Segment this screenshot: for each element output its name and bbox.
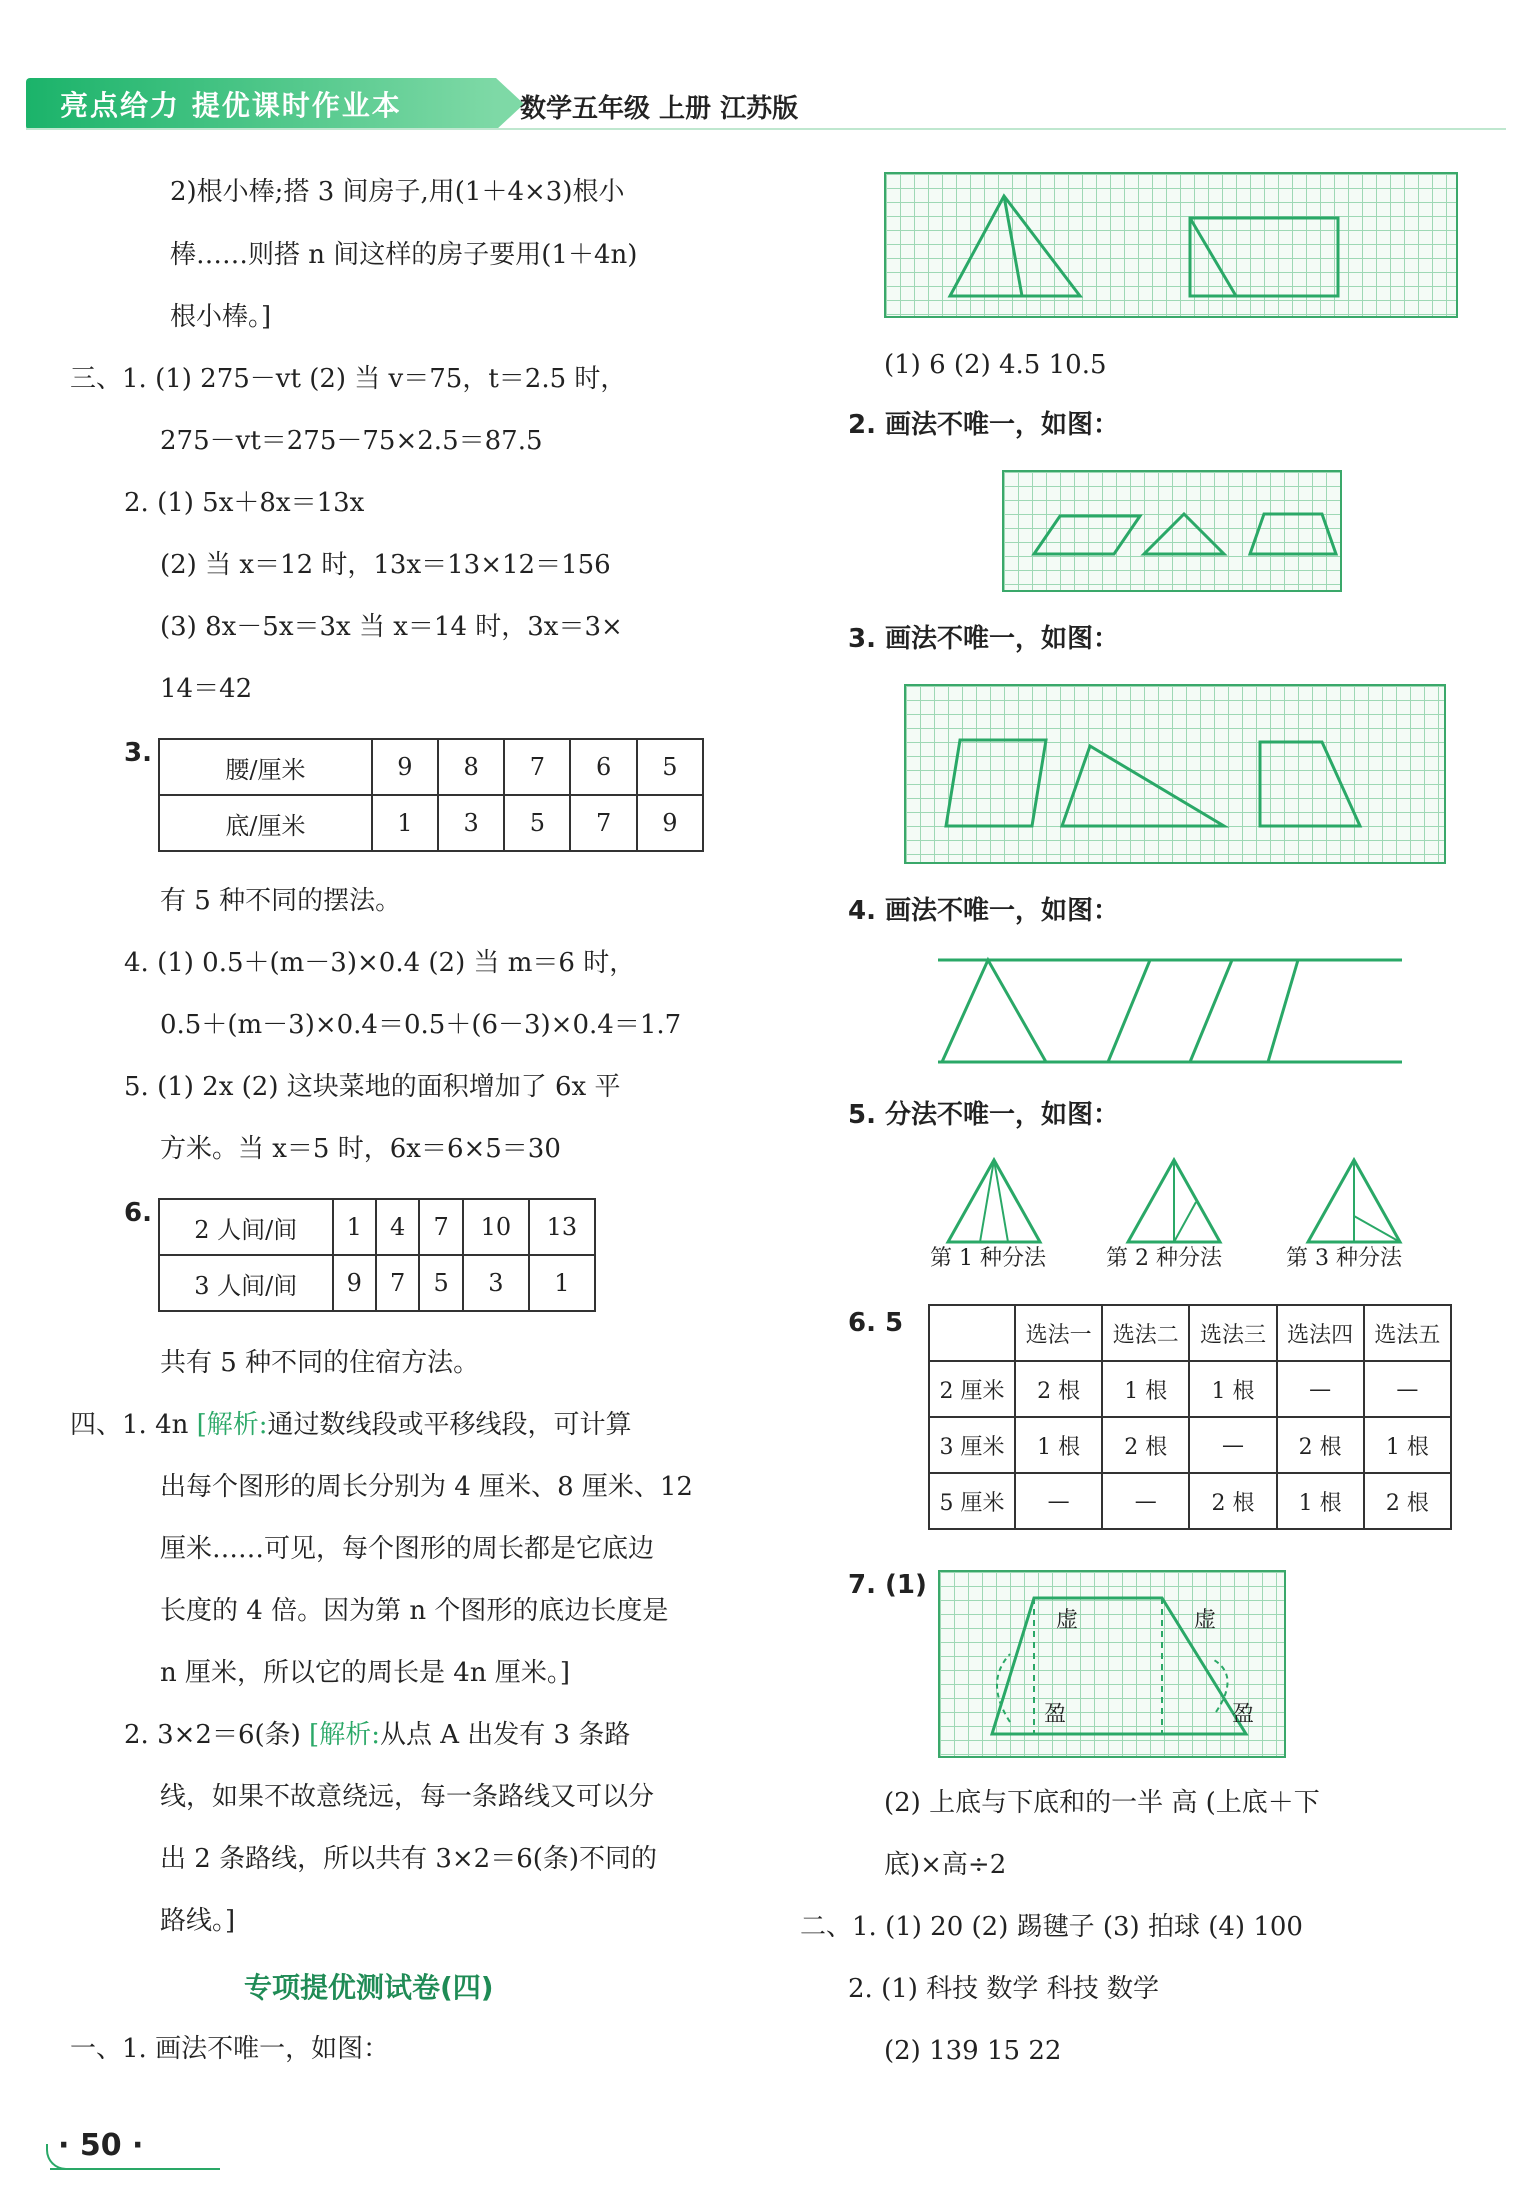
table-cell: 2 根 <box>1364 1473 1451 1529</box>
parallel-lines-svg <box>938 954 1402 1068</box>
figure-grid-q7 <box>938 1570 1286 1758</box>
s3-q6-number: 6. <box>124 1198 152 1228</box>
triangle-shape <box>1144 514 1224 554</box>
s4-q2-line-c: 线，如果不故意绕远，每一条路线又可以分 <box>160 1782 655 1812</box>
division-line <box>1174 1202 1196 1242</box>
table-cell: 2 厘米 <box>929 1361 1015 1417</box>
table-cell: 1 根 <box>1189 1361 1276 1417</box>
table-header-cell: 选法一 <box>1015 1305 1102 1361</box>
r-s2-q2-line-b: (2) 139 15 22 <box>884 2036 1062 2066</box>
table-cell: 5 <box>419 1255 462 1311</box>
table-cell: 3 人间/间 <box>159 1255 333 1311</box>
page-number-rule <box>50 2168 220 2170</box>
rectangle-divider <box>1190 218 1236 296</box>
s3-q3-note: 有 5 种不同的摆法。 <box>160 886 402 916</box>
figure-triangle-divisions <box>944 1156 1424 1246</box>
trapezoid-shape <box>1250 514 1336 554</box>
table-cell: 9 <box>637 795 703 851</box>
label-ying-left: 盈 <box>1044 1702 1067 1727</box>
s3-q4-line-b: 0.5＋(m－3)×0.4＝0.5＋(6－3)×0.4＝1.7 <box>160 1010 682 1040</box>
table-cell: 1 根 <box>1102 1361 1189 1417</box>
r-q5-text: 5. 分法不唯一，如图： <box>848 1100 1120 1130</box>
table-cell: 7 <box>504 739 570 795</box>
r-s2-q2-line-a: 2. (1) 科技 数学 科技 数学 <box>848 1974 1159 2004</box>
table-cell: 2 人间/间 <box>159 1199 333 1255</box>
table-cell: 1 <box>529 1255 595 1311</box>
page-number: · 50 · <box>58 2128 144 2163</box>
s4-q2-line-a <box>124 1718 630 1752</box>
s3-q2-line-a: 2. (1) 5x＋8x＝13x <box>124 488 365 518</box>
s4-q1-line-e: 长度的 4 倍。因为第 n 个图形的底边长度是 <box>160 1596 669 1626</box>
table-waist-base <box>158 738 704 852</box>
label-xu-left: 虚 <box>1056 1608 1079 1633</box>
parallelogram-triangle-trapezoid-figure <box>1004 472 1340 590</box>
table-cell: 7 <box>419 1199 462 1255</box>
figure-grid-q2 <box>1002 470 1342 592</box>
label-xu-right: 虚 <box>1194 1608 1217 1633</box>
r-q1-answer: (1) 6 (2) 4.5 10.5 <box>884 350 1107 380</box>
parallelogram-shape <box>946 740 1046 826</box>
r-q7-number: 7. (1) <box>848 1570 927 1600</box>
table-cell: 10 <box>463 1199 529 1255</box>
s4-q1-text: 通过数线段或平移线段，可计算 <box>267 1410 632 1440</box>
table-cell: — <box>1364 1361 1451 1417</box>
series-title: 亮点给力 提优课时作业本 <box>60 89 402 122</box>
analysis-tag: [解析: <box>196 1410 268 1440</box>
p1-q1: 一、1. 画法不唯一，如图： <box>70 2034 390 2064</box>
analysis-tag: [解析: <box>309 1720 380 1750</box>
s4-q2-text: 从点 A 出发有 3 条路 <box>379 1720 631 1750</box>
table-cell: — <box>1189 1417 1276 1473</box>
table-header-cell: 选法三 <box>1189 1305 1276 1361</box>
s4-q1-line-a <box>70 1408 632 1442</box>
book-subtitle: 数学五年级 上册 江苏版 <box>520 94 799 124</box>
table-cell: 2 根 <box>1189 1473 1276 1529</box>
table-cell: 3 厘米 <box>929 1417 1015 1473</box>
s4-q1-answer: 四、1. 4n <box>70 1410 189 1440</box>
triangle-and-rectangle-figure <box>886 174 1456 316</box>
s4-q1-line-f: n 厘米，所以它的周长是 4n 厘米。] <box>160 1658 570 1688</box>
table-cell: 2 根 <box>1015 1361 1102 1417</box>
trapezoid-shape <box>1260 742 1360 826</box>
s4-q2-line-e: 路线。] <box>160 1906 236 1936</box>
r-q6-number: 6. 5 <box>848 1308 904 1338</box>
table-cell: 底/厘米 <box>159 795 372 851</box>
trapezoid-side <box>1268 960 1298 1062</box>
table-header-cell: 选法五 <box>1364 1305 1451 1361</box>
section-title: 专项提优测试卷(四) <box>244 1971 494 2004</box>
table-header-cell <box>929 1305 1015 1361</box>
parallelogram-shape <box>1034 516 1140 554</box>
table-cell: 3 <box>438 795 504 851</box>
r-q3-text: 3. 画法不唯一，如图： <box>848 624 1120 654</box>
table-cell: 5 厘米 <box>929 1473 1015 1529</box>
table-cell: 6 <box>570 739 636 795</box>
table-cell: 8 <box>438 739 504 795</box>
s3-q5-line-b: 方米。当 x＝5 时，6x＝6×5＝30 <box>160 1134 561 1164</box>
s4-q2-line-d: 出 2 条路线，所以共有 3×2＝6(条)不同的 <box>160 1844 658 1874</box>
s3-q2-line-c: (3) 8x－5x＝3x 当 x＝14 时，3x＝3× <box>160 612 623 642</box>
r-s2-q1: 二、1. (1) 20 (2) 踢毽子 (3) 拍球 (4) 100 <box>800 1912 1303 1942</box>
triangle-divider <box>1004 196 1022 296</box>
s3-q2-line-b: (2) 当 x＝12 时，13x＝13×12＝156 <box>160 550 611 580</box>
table-cell: — <box>1102 1473 1189 1529</box>
r-q4-text: 4. 画法不唯一，如图： <box>848 896 1120 926</box>
table-header-cell: 选法二 <box>1102 1305 1189 1361</box>
r-q3 <box>848 622 1119 656</box>
parallelogram-side <box>1190 960 1232 1062</box>
cont-line-1: 2)根小棒;搭 3 间房子,用(1＋4×3)根小 <box>170 177 625 207</box>
table-cell: 2 根 <box>1277 1417 1364 1473</box>
s4-q1-line-c: 出每个图形的周长分别为 4 厘米、8 厘米、12 <box>160 1472 693 1502</box>
header-rule <box>26 128 1506 130</box>
cont-line-3: 根小棒。] <box>170 302 272 332</box>
table-cell: 1 <box>333 1199 376 1255</box>
cont-line-2: 棒……则搭 n 间这样的房子要用(1＋4n) <box>170 240 638 270</box>
table-cell: — <box>1015 1473 1102 1529</box>
s4-q2-answer: 2. 3×2＝6(条) <box>124 1720 301 1750</box>
label-ying-right: 盈 <box>1232 1702 1255 1727</box>
table-cell: 3 <box>463 1255 529 1311</box>
triangle-shape <box>950 196 1080 296</box>
r-q7-2-line-b: 底)×高÷2 <box>884 1850 1007 1880</box>
triangle-shape <box>1062 746 1224 826</box>
r-q4 <box>848 894 1119 928</box>
figure-grid-q1 <box>884 172 1458 318</box>
triangle-1 <box>948 1160 1040 1242</box>
s3-q6-note: 共有 5 种不同的住宿方法。 <box>160 1348 480 1378</box>
table-cell: 1 <box>372 795 438 851</box>
division-caption-1: 第 1 种分法 <box>930 1246 1046 1271</box>
table-cell: 5 <box>637 739 703 795</box>
division-caption-2: 第 2 种分法 <box>1106 1246 1222 1271</box>
s3-q1-line-b: 275－vt＝275－75×2.5＝87.5 <box>160 426 543 456</box>
table-cell: 7 <box>376 1255 419 1311</box>
triangle-between-lines <box>942 960 1046 1062</box>
table-cell: 1 根 <box>1015 1417 1102 1473</box>
table-cell: 9 <box>372 739 438 795</box>
table-cell: 13 <box>529 1199 595 1255</box>
figure-parallel-lines <box>938 954 1402 1068</box>
table-rooms <box>158 1198 596 1312</box>
r-q2-text: 2. 画法不唯一，如图： <box>848 410 1120 440</box>
table-cell: 1 根 <box>1364 1417 1451 1473</box>
s3-q1-line-a: 三、1. (1) 275－vt (2) 当 v＝75，t＝2.5 时， <box>70 364 627 394</box>
r-q2 <box>848 408 1119 442</box>
table-cell: 5 <box>504 795 570 851</box>
s3-q5-line-a: 5. (1) 2x (2) 这块菜地的面积增加了 6x 平 <box>124 1072 621 1102</box>
triangle-divisions-svg <box>944 1156 1424 1246</box>
r-q7-2-line-a: (2) 上底与下底和的一半 高 (上底＋下 <box>884 1788 1320 1818</box>
table-cell: 9 <box>333 1255 376 1311</box>
table-cell: — <box>1277 1361 1364 1417</box>
r-q5 <box>848 1098 1119 1132</box>
table-cell: 4 <box>376 1199 419 1255</box>
s3-q3-number: 3. <box>124 738 152 768</box>
table-header-cell: 选法四 <box>1277 1305 1364 1361</box>
table-cell: 2 根 <box>1102 1417 1189 1473</box>
parallelogram-side <box>1108 960 1150 1062</box>
three-shapes-figure <box>906 686 1444 862</box>
s3-q4-line-a: 4. (1) 0.5＋(m－3)×0.4 (2) 当 m＝6 时， <box>124 948 636 978</box>
table-stick-choices <box>928 1304 1452 1530</box>
table-cell: 腰/厘米 <box>159 739 372 795</box>
table-cell: 7 <box>570 795 636 851</box>
s4-q1-line-d: 厘米……可见，每个图形的周长都是它底边 <box>160 1534 655 1564</box>
division-caption-3: 第 3 种分法 <box>1286 1246 1402 1271</box>
table-cell: 1 根 <box>1277 1473 1364 1529</box>
figure-grid-q3 <box>904 684 1446 864</box>
s3-q2-line-d: 14＝42 <box>160 674 253 704</box>
